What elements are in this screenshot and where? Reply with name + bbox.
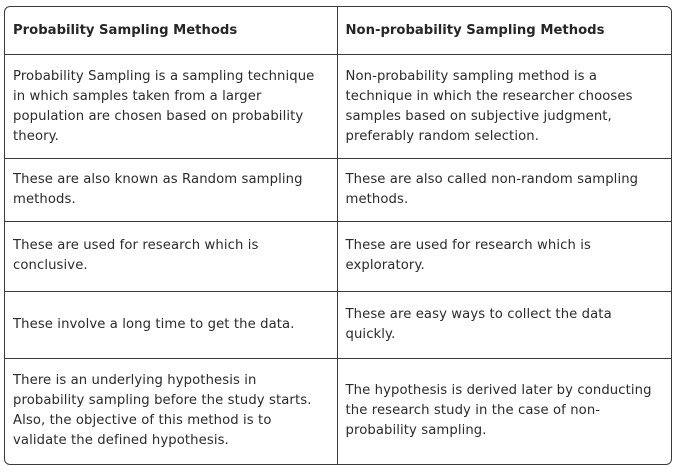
table-row — [5, 358, 671, 464]
cell-probability: These involve a long time to get the data. — [5, 291, 337, 358]
header-non-probability: Non-probability Sampling Methods — [337, 7, 671, 55]
table-header-row — [5, 7, 671, 55]
cell-non-probability: Non-probability sampling method is a technique in which the researcher chooses samples based on subjective judgment, preferably random selection. — [337, 55, 671, 159]
cell-non-probability: These are used for research which is exploratory. — [337, 222, 671, 291]
table-row — [5, 159, 671, 222]
table-row — [5, 55, 671, 159]
header-probability: Probability Sampling Methods — [5, 7, 337, 55]
cell-probability: Probability Sampling is a sampling technique in which samples taken from a larger population are chosen based on probability theory. — [5, 55, 337, 159]
cell-non-probability: These are also called non-random sampling methods. — [337, 159, 671, 222]
comparison-table-container — [4, 6, 672, 465]
cell-probability: These are also known as Random sampling methods. — [5, 159, 337, 222]
cell-non-probability: The hypothesis is derived later by conducting the research study in the case of non-probability sampling. — [337, 358, 671, 464]
table-row — [5, 291, 671, 358]
cell-non-probability: These are easy ways to collect the data quickly. — [337, 291, 671, 358]
cell-probability: There is an underlying hypothesis in probability sampling before the study starts. Also, the objective of this method is to validate the defined hypothesis. — [5, 358, 337, 464]
table-row — [5, 222, 671, 291]
cell-probability: These are used for research which is conclusive. — [5, 222, 337, 291]
comparison-table — [5, 7, 671, 464]
